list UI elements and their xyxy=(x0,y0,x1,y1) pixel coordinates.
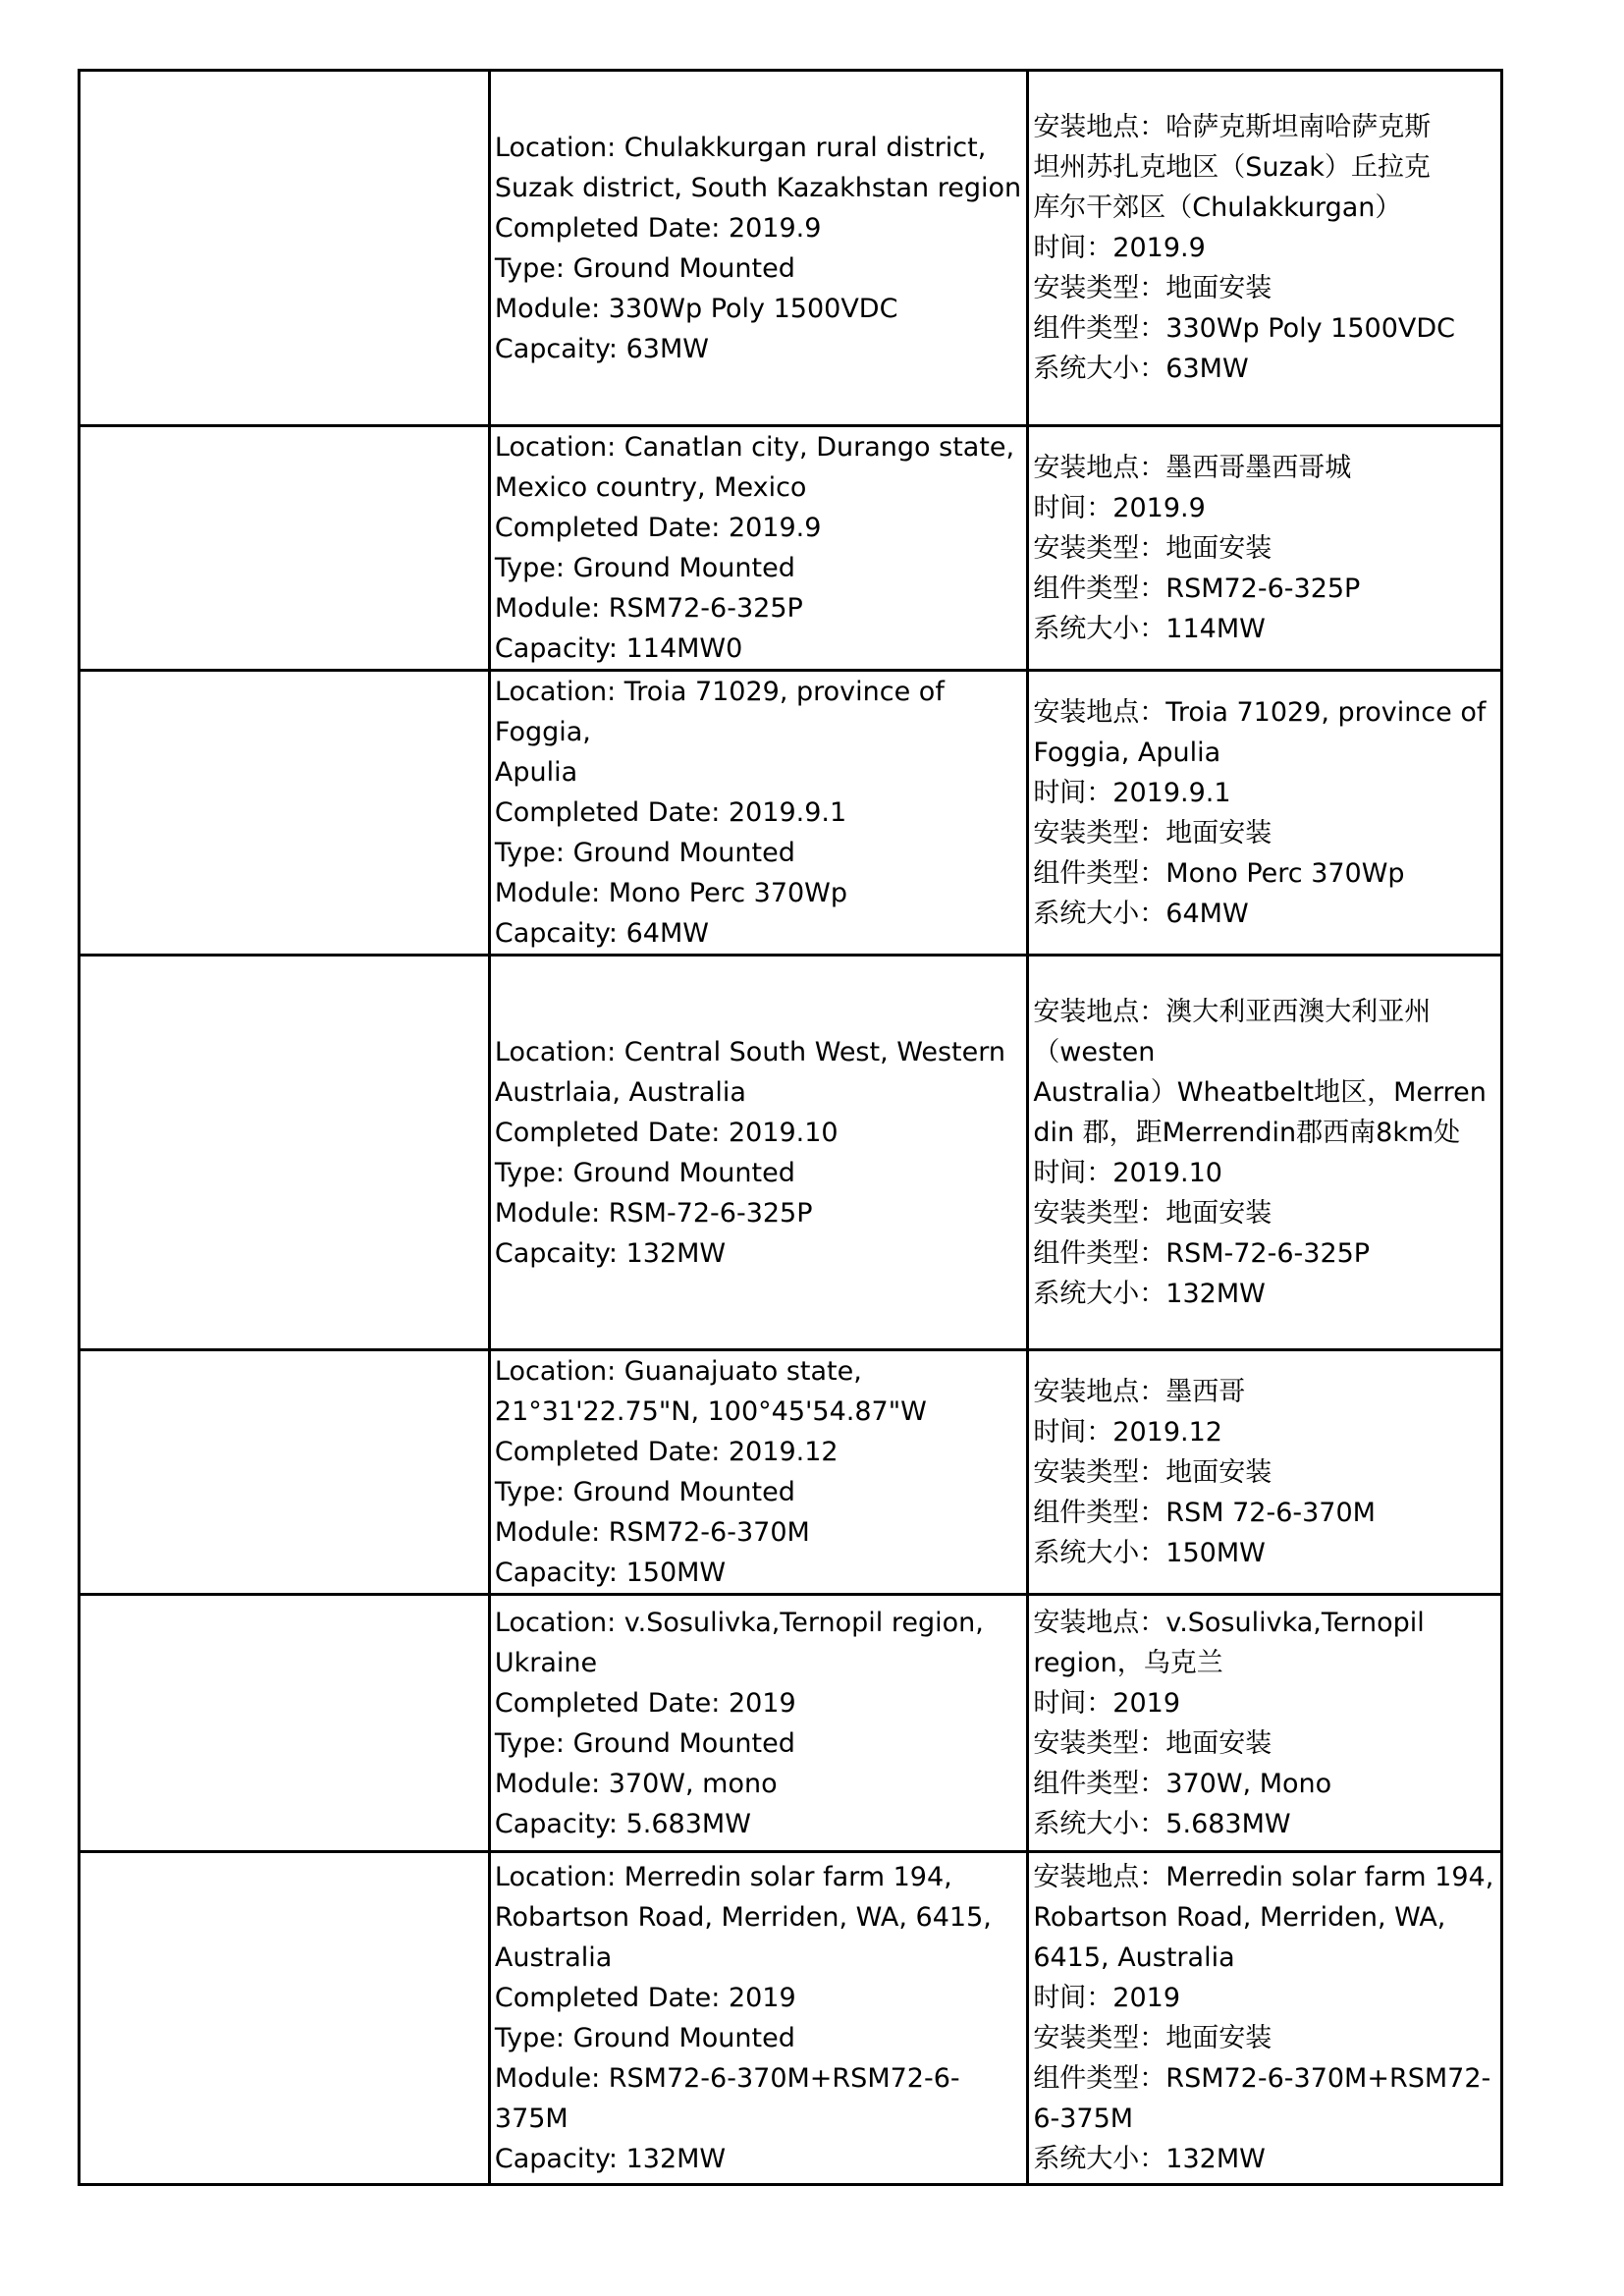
project-english-cell xyxy=(489,1595,1027,1852)
chinese-detail-line: 系统大小：132MW xyxy=(1033,1278,1266,1309)
chinese-detail-line: 时间：2019 xyxy=(1033,1687,1181,1719)
chinese-detail-line: 组件类型：RSM 72-6-370M xyxy=(1033,1497,1376,1528)
english-detail-line: Location: Central South West, Western xyxy=(494,1036,1005,1067)
english-detail-line: Completed Date: 2019.12 xyxy=(494,1437,839,1467)
chinese-detail-line: 安装地点：Troia 71029, province of xyxy=(1033,696,1487,728)
project-row xyxy=(80,426,1502,671)
english-detail-line: Mexico country, Mexico xyxy=(494,472,807,503)
project-chinese-cell xyxy=(1028,1350,1502,1595)
english-detail-line: Module: RSM72-6-370M xyxy=(494,1517,810,1548)
english-detail-line: Capcaity: 64MW xyxy=(494,918,709,949)
english-detail-line: Type: Ground Mounted xyxy=(494,2023,795,2053)
english-detail-line: 21°31'22.75"N, 100°45'54.87"W xyxy=(494,1396,927,1427)
chinese-detail-line: 安装地点：墨西哥 xyxy=(1033,1376,1246,1407)
english-detail-line: Ukraine xyxy=(494,1647,598,1678)
chinese-detail-line: 系统大小：132MW xyxy=(1033,2144,1266,2174)
project-photo-cell xyxy=(80,956,490,1350)
chinese-detail-line: 组件类型：RSM72-6-370M+RSM72- xyxy=(1033,2063,1491,2094)
english-detail-line: Capcaity: 63MW xyxy=(494,333,709,364)
english-detail-line: Module: RSM-72-6-325P xyxy=(494,1197,813,1229)
chinese-detail-line: Australia）Wheatbelt地区，Merren xyxy=(1033,1076,1487,1108)
project-chinese-cell xyxy=(1028,671,1502,956)
project-row xyxy=(80,1350,1502,1595)
project-table-body xyxy=(80,71,1502,2185)
project-photo-cell xyxy=(80,1595,490,1852)
chinese-detail-line: 6415, Australia xyxy=(1033,1942,1235,1973)
project-photo-cell xyxy=(80,71,490,426)
chinese-detail-line: 组件类型：370W, Mono xyxy=(1033,1768,1332,1799)
chinese-detail-line: 坦州苏扎克地区（Suzak）丘拉克 xyxy=(1033,152,1431,183)
english-detail-line: Module: RSM72-6-370M+RSM72-6-375M xyxy=(494,2063,960,2134)
project-table xyxy=(78,69,1503,2186)
chinese-detail-line: region，乌克兰 xyxy=(1033,1647,1223,1678)
english-detail-line: Module: RSM72-6-325P xyxy=(494,593,803,624)
chinese-detail-line: 安装地点：v.Sosulivka,Ternopil xyxy=(1033,1607,1425,1638)
chinese-detail-line: 时间：2019 xyxy=(1033,1983,1181,2013)
project-chinese-cell xyxy=(1028,71,1502,426)
chinese-detail-line: 库尔干郊区（Chulakkurgan） xyxy=(1033,192,1402,223)
chinese-detail-line: din 郡，距Merrendin郡西南8km处 xyxy=(1033,1117,1461,1148)
project-photo-cell xyxy=(80,426,490,671)
english-detail-line: Type: Ground Mounted xyxy=(494,553,795,583)
chinese-detail-line: （westen xyxy=(1033,1036,1156,1067)
chinese-detail-line: 组件类型：RSM72-6-325P xyxy=(1033,573,1361,604)
english-detail-line: Location: Guanajuato state, xyxy=(494,1356,862,1387)
chinese-detail-line: 时间：2019.9 xyxy=(1033,233,1206,263)
english-detail-line: Capacity: 150MW xyxy=(494,1558,727,1588)
english-detail-line: Location: Troia 71029, province of Foggia, xyxy=(494,677,953,747)
english-detail-line: Type: Ground Mounted xyxy=(494,1157,795,1188)
project-chinese-cell xyxy=(1028,956,1502,1350)
project-photo-cell xyxy=(80,1852,490,2185)
project-photo-cell xyxy=(80,1350,490,1595)
project-chinese-cell xyxy=(1028,426,1502,671)
project-english-cell xyxy=(489,956,1027,1350)
english-detail-line: Location: Merredin solar farm 194, xyxy=(494,1862,952,1892)
chinese-detail-line: 组件类型：330Wp Poly 1500VDC xyxy=(1033,313,1455,344)
chinese-detail-line: 系统大小：64MW xyxy=(1033,898,1249,929)
chinese-detail-line: 系统大小：5.683MW xyxy=(1033,1808,1291,1839)
chinese-detail-line: 系统大小：63MW xyxy=(1033,354,1249,384)
english-detail-line: Robartson Road, Merriden, WA, 6415, xyxy=(494,1902,992,1933)
chinese-detail-line: Robartson Road, Merriden, WA, xyxy=(1033,1902,1446,1933)
english-detail-line: Location: Canatlan city, Durango state, xyxy=(494,432,1015,463)
chinese-detail-line: 时间：2019.10 xyxy=(1033,1157,1222,1188)
project-english-cell xyxy=(489,71,1027,426)
project-english-cell xyxy=(489,426,1027,671)
english-detail-line: Australia xyxy=(494,1942,613,1973)
chinese-detail-line: 安装类型：地面安装 xyxy=(1033,1197,1272,1229)
english-detail-line: Capacity: 132MW xyxy=(494,2144,727,2174)
chinese-detail-line: 6-375M xyxy=(1033,2104,1134,2134)
english-detail-line: Type: Ground Mounted xyxy=(494,1477,795,1507)
english-detail-line: Module: 370W, mono xyxy=(494,1768,778,1799)
project-english-cell xyxy=(489,1852,1027,2185)
english-detail-line: Capacity: 114MW0 xyxy=(494,633,743,664)
project-row xyxy=(80,71,1502,426)
english-detail-line: Suzak district, South Kazakhstan region xyxy=(494,172,1022,203)
chinese-detail-line: 安装类型：地面安装 xyxy=(1033,1456,1272,1488)
project-photo-cell xyxy=(80,671,490,956)
chinese-detail-line: 安装地点：Merredin solar farm 194, xyxy=(1033,1862,1494,1892)
chinese-detail-line: 安装类型：地面安装 xyxy=(1033,532,1272,564)
english-detail-line: Module: 330Wp Poly 1500VDC xyxy=(494,293,898,324)
project-row xyxy=(80,956,1502,1350)
chinese-detail-line: 安装地点：澳大利亚西澳大利亚州 xyxy=(1033,996,1432,1027)
project-english-cell xyxy=(489,1350,1027,1595)
english-detail-line: Location: v.Sosulivka,Ternopil region, xyxy=(494,1607,984,1638)
chinese-detail-line: 系统大小：150MW xyxy=(1033,1537,1266,1568)
english-detail-line: Capcaity: 132MW xyxy=(494,1237,727,1269)
english-detail-line: Type: Ground Mounted xyxy=(494,1727,795,1759)
chinese-detail-line: 系统大小：114MW xyxy=(1033,613,1266,644)
english-detail-line: Completed Date: 2019.9.1 xyxy=(494,797,847,828)
english-detail-line: Austrlaia, Australia xyxy=(494,1076,746,1108)
english-detail-line: Completed Date: 2019 xyxy=(494,1687,796,1719)
chinese-detail-line: 组件类型：Mono Perc 370Wp xyxy=(1033,857,1405,889)
chinese-detail-line: 安装地点：墨西哥墨西哥城 xyxy=(1033,452,1352,483)
chinese-detail-line: 时间：2019.12 xyxy=(1033,1416,1222,1448)
english-detail-line: Type: Ground Mounted xyxy=(494,252,795,284)
chinese-detail-line: 时间：2019.9 xyxy=(1033,492,1206,523)
english-detail-line: Completed Date: 2019 xyxy=(494,1983,796,2013)
chinese-detail-line: 安装类型：地面安装 xyxy=(1033,817,1272,848)
project-row xyxy=(80,671,1502,956)
chinese-detail-line: 时间：2019.9.1 xyxy=(1033,777,1231,808)
english-detail-line: Completed Date: 2019.9 xyxy=(494,212,822,244)
project-row xyxy=(80,1595,1502,1852)
english-detail-line: Module: Mono Perc 370Wp xyxy=(494,878,848,908)
project-chinese-cell xyxy=(1028,1852,1502,2185)
project-row xyxy=(80,1852,1502,2185)
english-detail-line: Location: Chulakkurgan rural district, xyxy=(494,132,987,163)
chinese-detail-line: Foggia, Apulia xyxy=(1033,737,1221,768)
english-detail-line: Type: Ground Mounted xyxy=(494,838,795,868)
chinese-detail-line: 组件类型：RSM-72-6-325P xyxy=(1033,1237,1371,1269)
project-chinese-cell xyxy=(1028,1595,1502,1852)
chinese-detail-line: 安装类型：地面安装 xyxy=(1033,273,1272,303)
english-detail-line: Capacity: 5.683MW xyxy=(494,1808,751,1839)
english-detail-line: Apulia xyxy=(494,757,578,788)
chinese-detail-line: 安装类型：地面安装 xyxy=(1033,2023,1272,2053)
english-detail-line: Completed Date: 2019.9 xyxy=(494,513,822,543)
english-detail-line: Completed Date: 2019.10 xyxy=(494,1117,839,1148)
chinese-detail-line: 安装类型：地面安装 xyxy=(1033,1727,1272,1759)
project-english-cell xyxy=(489,671,1027,956)
chinese-detail-line: 安装地点：哈萨克斯坦南哈萨克斯 xyxy=(1033,112,1432,142)
